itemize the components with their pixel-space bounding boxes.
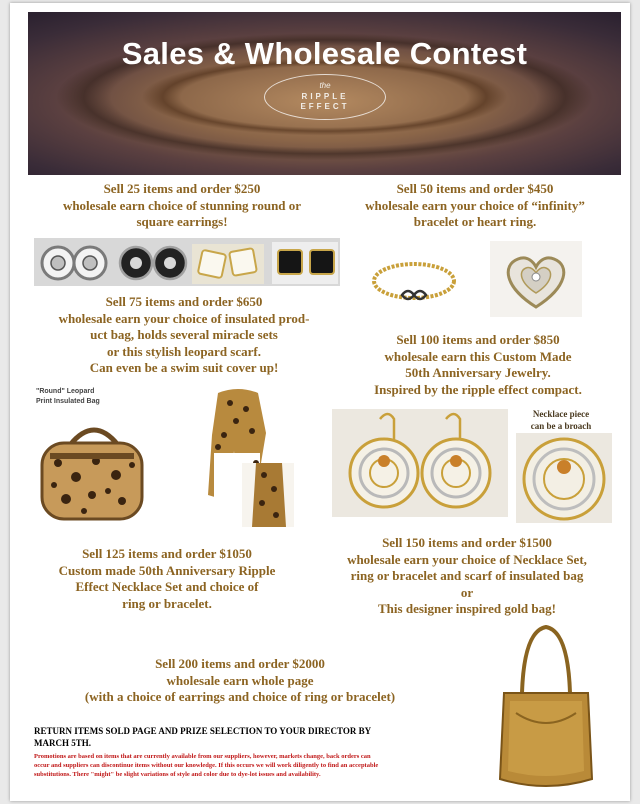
infinity-bracelet-image: [366, 251, 462, 311]
flyer-page: [10, 3, 630, 801]
earrings-photo-strip: [34, 238, 340, 286]
tier-line: wholesale earn choice of stunning round or: [62, 197, 302, 213]
tier-line: This designer inspired gold bag!: [378, 601, 556, 616]
tier-150-text: [312, 535, 622, 618]
tier-line: wholesale earn your choice of “infinity”: [365, 197, 585, 213]
tier-line: Custom made 50th Anniversary Ripple: [58, 562, 276, 578]
tier-line: or this stylish leopard scarf.: [107, 343, 261, 359]
tier-line: (with a choice of earrings and choice of ring or bracelet): [84, 689, 396, 704]
tier-line: or: [460, 584, 474, 600]
tier-line: wholesale earn your choice of insulated prod-: [58, 310, 310, 326]
disclaimer: [34, 752, 494, 779]
tier-line: Sell 150 items and order $1500: [382, 535, 552, 550]
tier-25-text: [32, 181, 332, 231]
tier-125-text: [26, 546, 308, 612]
tier-50-text: [330, 181, 620, 231]
tier-line: Sell 100 items and order $850: [396, 332, 560, 347]
tier-line: Sell 50 items and order $450: [396, 181, 554, 196]
tier-line: Inspired by the ripple effect compact.: [374, 381, 582, 397]
heart-ring-image: [490, 241, 582, 317]
black-square-earrings-image: [272, 242, 338, 284]
tier-line: Sell 125 items and order $1050: [82, 546, 252, 561]
leopard-scarf-detail-image: [242, 463, 294, 527]
tier-100-text: [338, 332, 618, 398]
tier-line: ring or bracelet and scarf of insulated bag: [350, 568, 584, 583]
disclaimer-line1: Promotions are based on items that are currently available from our suppliers, however, markets change, back orders can: [34, 753, 371, 760]
bag-label-line2: Print Insulated Bag: [36, 398, 100, 405]
return-instructions: [34, 725, 494, 749]
tier-200-text: [50, 656, 430, 706]
ripple-effect-logo: [264, 74, 386, 120]
necklace-broach-image: [516, 433, 612, 523]
tier-75-text: [32, 294, 336, 377]
pearl-square-earrings-image: [192, 244, 264, 284]
tier-line: wholesale earn this Custom Made: [384, 348, 572, 364]
tier-line: Effect Necklace Set and choice of: [75, 579, 259, 594]
leopard-bag-image: [36, 407, 152, 525]
logo-line-effect: EFFECT: [300, 102, 350, 111]
tier-line: Sell 25 items and order $250: [103, 181, 261, 196]
earrings-illustration: [34, 238, 340, 286]
tier-line: uct bag, holds several miracle sets: [90, 327, 278, 342]
tier-line: Sell 75 items and order $650: [105, 294, 263, 309]
tier-line: Can even be a swim suit cover up!: [89, 360, 279, 375]
return-instructions-line2: MARCH 5TH.: [34, 738, 91, 748]
bag-label-line1: "Round" Leopard: [36, 388, 95, 395]
tier-line: square earrings!: [136, 214, 228, 229]
tier-line: Sell 200 items and order $2000: [155, 656, 325, 671]
anniversary-earrings-image: [332, 409, 508, 517]
logo-line-ripple: RIPPLE: [301, 92, 349, 101]
necklace-caption-line2: can be a broach: [530, 421, 592, 431]
necklace-caption: [518, 408, 604, 432]
tier-line: ring or bracelet.: [122, 595, 212, 611]
tier-line: 50th Anniversary Jewelry.: [405, 365, 551, 380]
leopard-bag-photo: [36, 387, 152, 527]
disclaimer-line2: occur and suppliers can discontinue items without our knowledge. If this occurs we will work diligently to find an acceptable: [34, 762, 379, 769]
disclaimer-line3: substitutions. There "might" be slight variations of style and color due to dye-lot issues and availability.: [34, 771, 321, 778]
logo-line-the: the: [319, 81, 331, 90]
banner: [28, 12, 621, 175]
tier-line: wholesale earn whole page: [166, 672, 314, 688]
tier-line: wholesale earn your choice of Necklace Set,: [347, 551, 587, 567]
tier-line: bracelet or heart ring.: [413, 214, 537, 229]
gold-bag-image: [496, 623, 596, 793]
page-title: Sales & Wholesale Contest: [121, 36, 528, 71]
necklace-caption-line1: Necklace piece: [532, 409, 590, 419]
return-instructions-line1: RETURN ITEMS SOLD PAGE AND PRIZE SELECTION TO YOUR DIRECTOR BY: [34, 726, 372, 736]
